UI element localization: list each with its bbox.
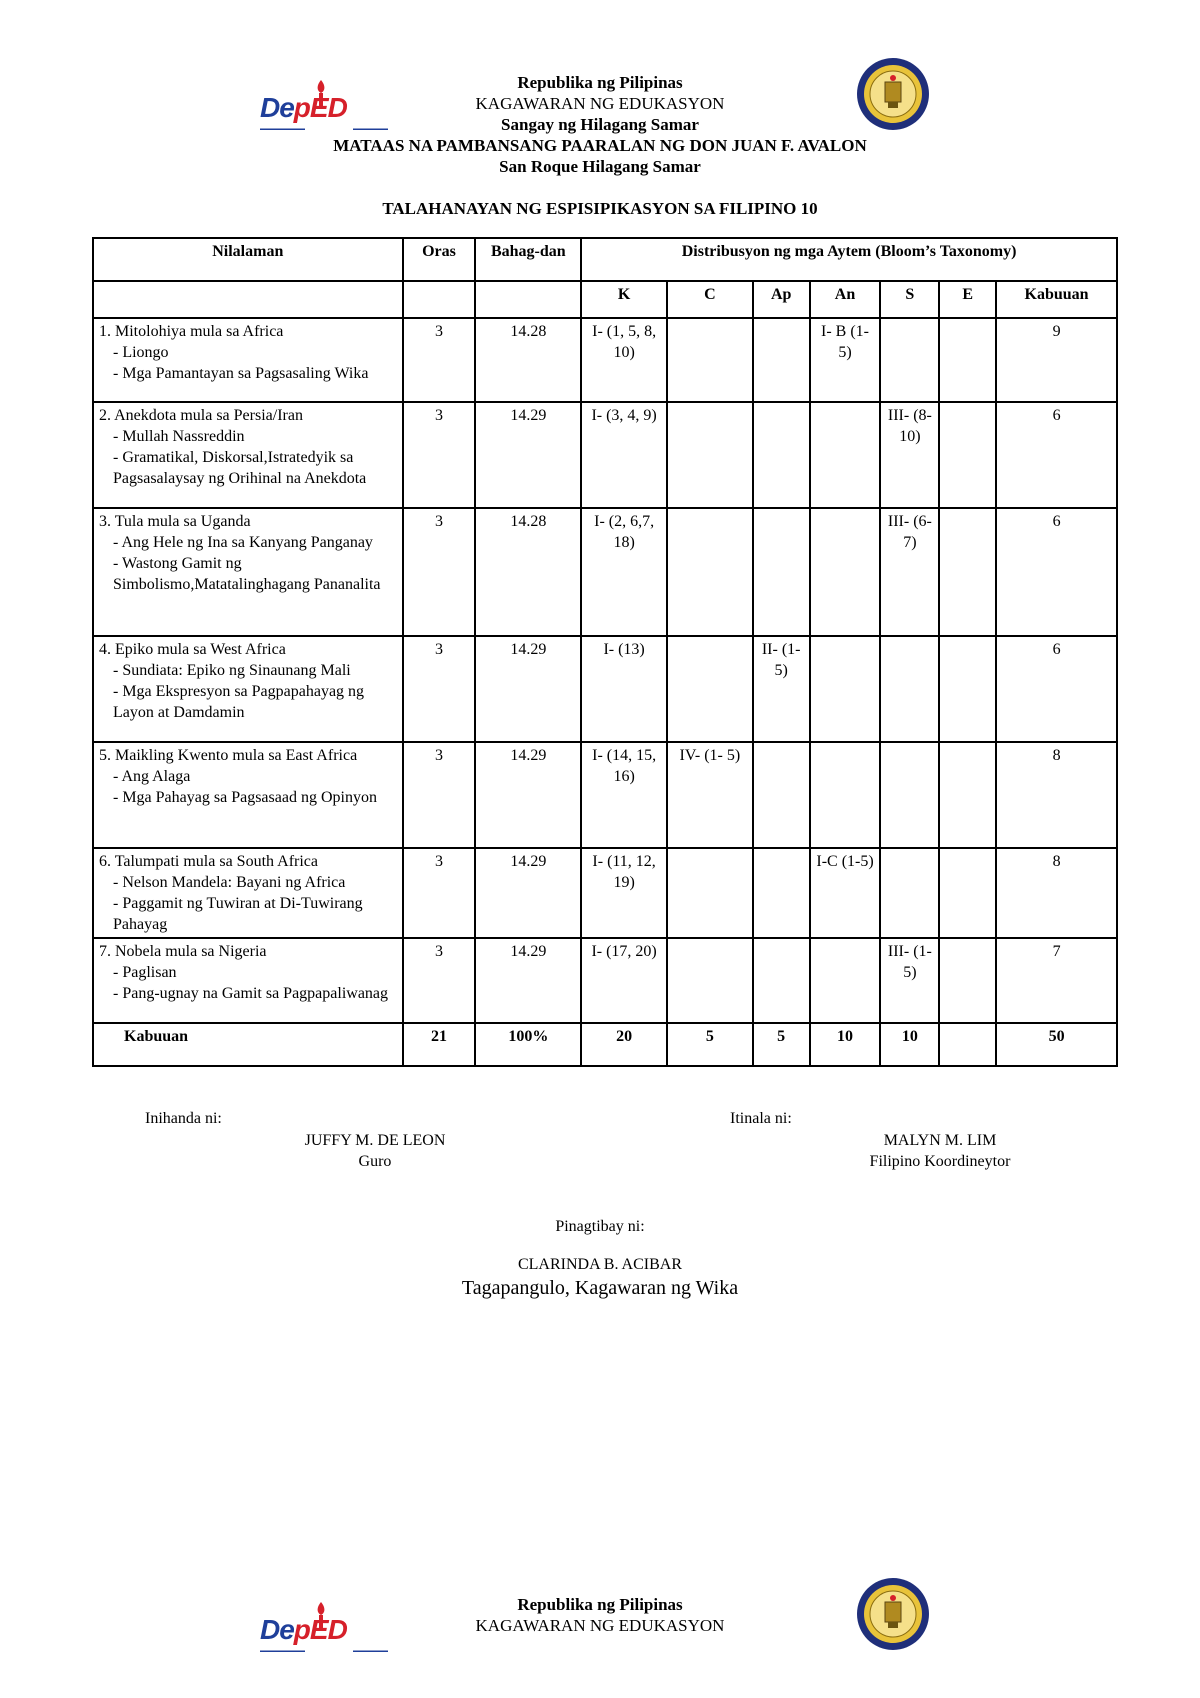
- header-blank: [93, 281, 403, 318]
- e-cell: [939, 318, 996, 402]
- table-row: [93, 938, 1117, 1023]
- k-cell: I- (11, 12, 19): [581, 848, 667, 938]
- header-oras: Oras: [403, 238, 476, 281]
- oras-cell: 3: [403, 318, 476, 402]
- an-cell: I-C (1-5): [810, 848, 881, 938]
- checked-label: Itinala ni:: [730, 1110, 792, 1127]
- header-department: KAGAWARAN NG EDUKASYON: [475, 94, 725, 113]
- s-cell: [880, 636, 939, 742]
- an-cell: [810, 938, 881, 1023]
- header-division: Sangay ng Hilagang Samar: [501, 115, 699, 134]
- header-distribusyon: Distribusyon ng mga Aytem (Bloom’s Taxonomy): [581, 238, 1117, 281]
- footer-republic: Republika ng Pilipinas: [517, 1595, 683, 1614]
- ap-cell: [753, 318, 810, 402]
- an-cell: [810, 636, 881, 742]
- bahagdan-cell: 14.29: [475, 402, 581, 508]
- c-cell: [667, 938, 753, 1023]
- footer-department: KAGAWARAN NG EDUKASYON: [475, 1616, 725, 1635]
- kabuuan-cell: 6: [996, 508, 1117, 636]
- c-cell: [667, 508, 753, 636]
- total-ap: 5: [753, 1023, 810, 1066]
- header-an: An: [810, 281, 881, 318]
- c-cell: IV- (1- 5): [667, 742, 753, 848]
- header-k: K: [581, 281, 667, 318]
- approved-name: CLARINDA B. ACIBAR: [517, 1256, 683, 1273]
- header-bahagdan: Bahag-dan: [475, 238, 581, 281]
- total-oras: 21: [403, 1023, 476, 1066]
- s-cell: III- (6- 7): [880, 508, 939, 636]
- e-cell: [939, 742, 996, 848]
- header-ap: Ap: [753, 281, 810, 318]
- c-cell: [667, 318, 753, 402]
- table-row: [93, 402, 1117, 508]
- kabuuan-cell: 6: [996, 402, 1117, 508]
- oras-cell: 3: [403, 508, 476, 636]
- header-republic: Republika ng Pilipinas: [517, 73, 683, 92]
- total-row: [93, 1023, 1117, 1066]
- bahagdan-cell: 14.28: [475, 508, 581, 636]
- table-row: [93, 742, 1117, 848]
- approved-label: Pinagtibay ni:: [555, 1218, 645, 1235]
- checked-name: MALYN M. LIM: [883, 1132, 997, 1149]
- k-cell: I- (14, 15, 16): [581, 742, 667, 848]
- header-address: San Roque Hilagang Samar: [499, 157, 701, 176]
- e-cell: [939, 636, 996, 742]
- page-title: TALAHANAYAN NG ESPISIPIKASYON SA FILIPINO 10: [382, 199, 818, 218]
- deped-wordmark: DepED: [260, 92, 347, 123]
- bahagdan-cell: 14.29: [475, 636, 581, 742]
- content-cell: 6. Talumpati mula sa South Africa - Nelson Mandela: Bayani ng Africa - Paggamit ng Tuwiran at Di-Tuwirang Pahayag: [93, 848, 403, 938]
- oras-cell: 3: [403, 636, 476, 742]
- an-cell: [810, 508, 881, 636]
- header-blank: [403, 281, 476, 318]
- checked-role: Filipino Koordineytor: [869, 1153, 1011, 1170]
- an-cell: I- B (1-5): [810, 318, 881, 402]
- ap-cell: [753, 848, 810, 938]
- e-cell: [939, 508, 996, 636]
- kabuuan-cell: 6: [996, 636, 1117, 742]
- header-school: MATAAS NA PAMBANSANG PAARALAN NG DON JUAN F. AVALON: [333, 136, 867, 155]
- prepared-label: Inihanda ni:: [145, 1110, 222, 1127]
- e-cell: [939, 402, 996, 508]
- kabuuan-cell: 8: [996, 848, 1117, 938]
- bahagdan-cell: 14.29: [475, 742, 581, 848]
- content-cell: 1. Mitolohiya mula sa Africa - Liongo - Mga Pamantayan sa Pagsasaling Wika: [93, 318, 403, 402]
- header-c: C: [667, 281, 753, 318]
- oras-cell: 3: [403, 848, 476, 938]
- s-cell: III- (1- 5): [880, 938, 939, 1023]
- bahagdan-cell: 14.28: [475, 318, 581, 402]
- oras-cell: 3: [403, 402, 476, 508]
- header-kabuuan: Kabuuan: [996, 281, 1117, 318]
- ap-cell: II- (1- 5): [753, 636, 810, 742]
- k-cell: I- (17, 20): [581, 938, 667, 1023]
- c-cell: [667, 402, 753, 508]
- kabuuan-cell: 8: [996, 742, 1117, 848]
- deped-wordmark: DepED: [260, 1614, 347, 1645]
- total-s: 10: [880, 1023, 939, 1066]
- content-cell: 7. Nobela mula sa Nigeria - Paglisan - Pang-ugnay na Gamit sa Pagpapaliwanag: [93, 938, 403, 1023]
- total-c: 5: [667, 1023, 753, 1066]
- table-row: [93, 318, 1117, 402]
- total-k: 20: [581, 1023, 667, 1066]
- content-cell: 4. Epiko mula sa West Africa - Sundiata: Epiko ng Sinaunang Mali - Mga Ekspresyon sa Pagpapahayag ng Layon at Damdamin: [93, 636, 403, 742]
- k-cell: I- (1, 5, 8, 10): [581, 318, 667, 402]
- s-cell: [880, 848, 939, 938]
- oras-cell: 3: [403, 742, 476, 848]
- s-cell: [880, 318, 939, 402]
- kabuuan-cell: 9: [996, 318, 1117, 402]
- ap-cell: [753, 402, 810, 508]
- content-cell: 2. Anekdota mula sa Persia/Iran - Mullah Nassreddin - Gramatikal, Diskorsal,Istratedyik sa Pagsasalaysay ng Orihinal na Anekdota: [93, 402, 403, 508]
- table-row: [93, 508, 1117, 636]
- ap-cell: [753, 742, 810, 848]
- total-label: Kabuuan: [93, 1023, 403, 1066]
- content-cell: 3. Tula mula sa Uganda - Ang Hele ng Ina sa Kanyang Panganay - Wastong Gamit ng Simbolismo,Matatalinghagang Pananalita: [93, 508, 403, 636]
- ap-cell: [753, 938, 810, 1023]
- e-cell: [939, 938, 996, 1023]
- total-e: [939, 1023, 996, 1066]
- k-cell: I- (13): [581, 636, 667, 742]
- table-row: [93, 848, 1117, 938]
- content-cell: 5. Maikling Kwento mula sa East Africa - Ang Alaga - Mga Pahayag sa Pagsasaad ng Opinyon: [93, 742, 403, 848]
- oras-cell: 3: [403, 938, 476, 1023]
- e-cell: [939, 848, 996, 938]
- c-cell: [667, 636, 753, 742]
- bahagdan-cell: 14.29: [475, 848, 581, 938]
- bahagdan-cell: 14.29: [475, 938, 581, 1023]
- header-s: S: [880, 281, 939, 318]
- prepared-role: Guro: [358, 1153, 392, 1170]
- deped-tagline: ▬▬▬▬▬▬▬▬▬ ▬▬▬▬▬▬▬: [260, 126, 388, 132]
- k-cell: I- (3, 4, 9): [581, 402, 667, 508]
- k-cell: I- (2, 6,7, 18): [581, 508, 667, 636]
- table-row: [93, 636, 1117, 742]
- kabuuan-cell: 7: [996, 938, 1117, 1023]
- specification-table: [92, 237, 1118, 1067]
- total-bahagdan: 100%: [475, 1023, 581, 1066]
- deped-tagline: ▬▬▬▬▬▬▬▬▬ ▬▬▬▬▬▬▬: [260, 1648, 388, 1654]
- header-e: E: [939, 281, 996, 318]
- prepared-name: JUFFY M. DE LEON: [304, 1132, 446, 1149]
- c-cell: [667, 848, 753, 938]
- total-an: 10: [810, 1023, 881, 1066]
- s-cell: [880, 742, 939, 848]
- s-cell: III- (8- 10): [880, 402, 939, 508]
- approved-role: Tagapangulo, Kagawaran ng Wika: [461, 1277, 739, 1299]
- ap-cell: [753, 508, 810, 636]
- header-nilalaman: Nilalaman: [93, 238, 403, 281]
- an-cell: [810, 742, 881, 848]
- an-cell: [810, 402, 881, 508]
- total-kabuuan: 50: [996, 1023, 1117, 1066]
- header-blank: [475, 281, 581, 318]
